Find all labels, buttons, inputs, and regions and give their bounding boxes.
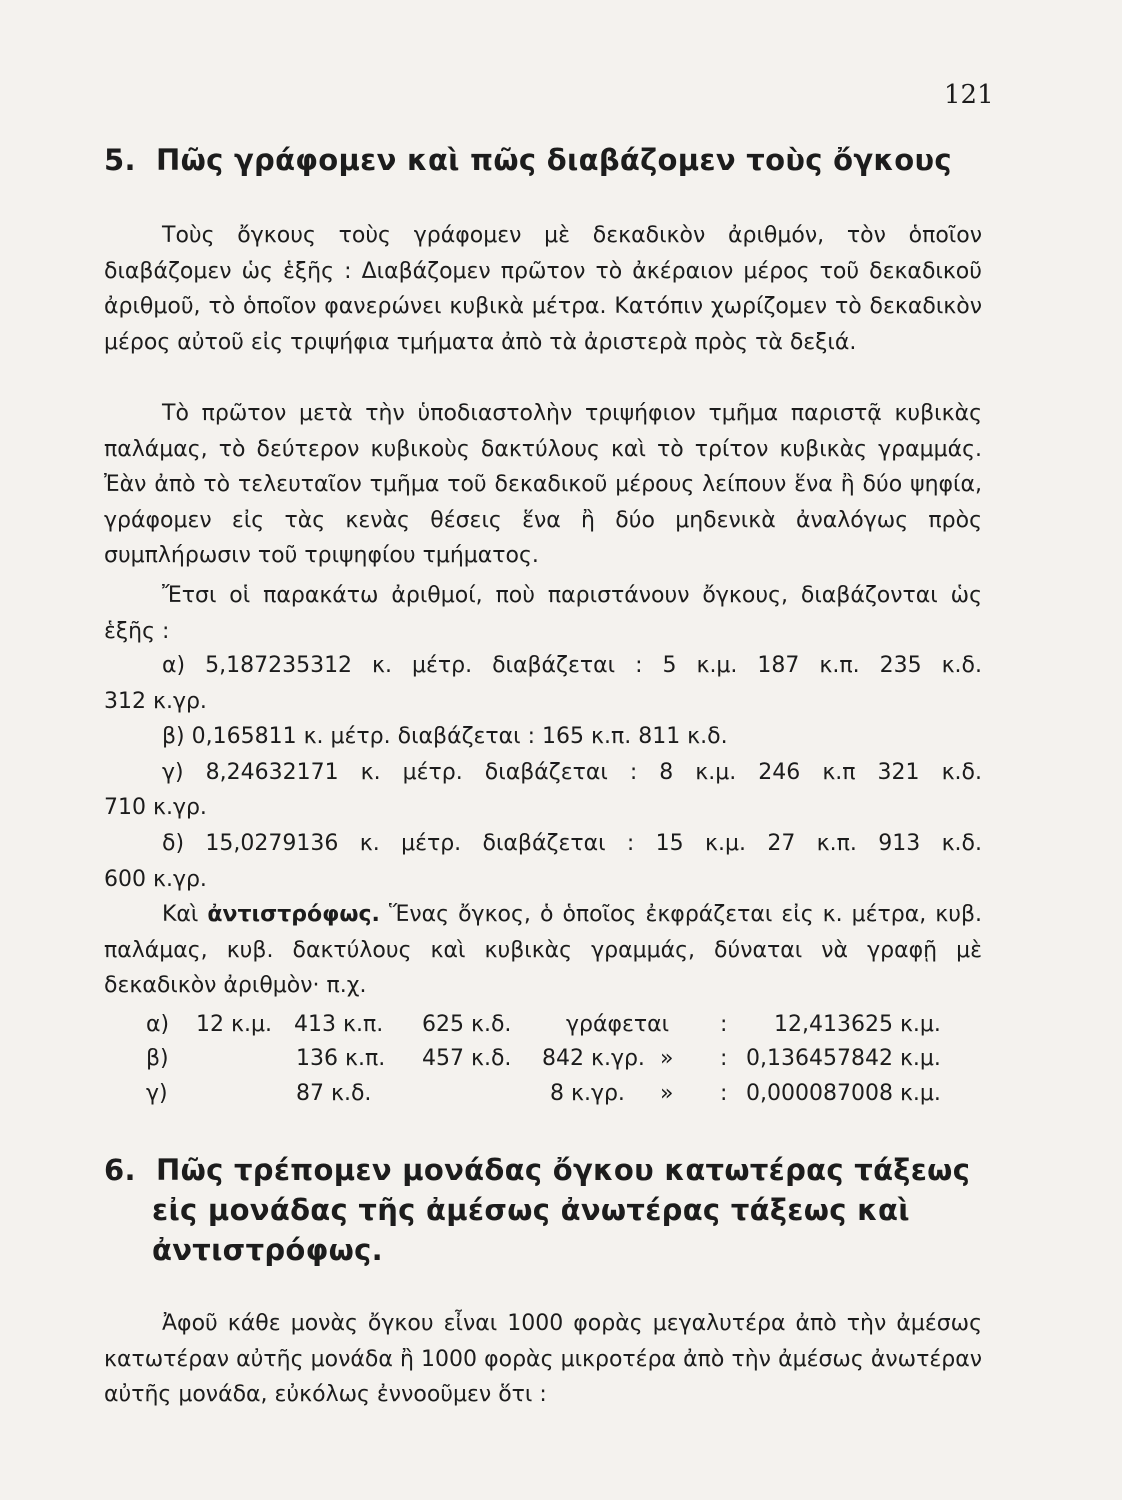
example-text: 0,165811 κ. μέτρ. διαβάζεται : 165 κ.π. 811 κ.δ.	[191, 724, 728, 750]
paragraph: Τὸ πρῶτον μετὰ τὴν ὑποδιαστολὴν τριψήφιον τμῆμα παριστᾷ κυβικὰς παλάμας, τὸ δεύτερον κυβικοὺς δακτύλους καὶ τὸ τρίτον κυβικὰς γραμμάς. Ἐὰν ἀπὸ τὸ τελευταῖον τμῆμα τοῦ δεκαδικοῦ μέρους λείπουν ἕνα ἢ δύο ψηφία, γράφομεν εἰς τὰς κενὰς θέσεις ἕνα ἢ δύο μηδενικὰ ἀναλόγως πρὸς συμπλήρωσιν τοῦ τριψηφίου τμήματος.	[104, 401, 982, 569]
cell-mark: γράφεται	[566, 1012, 670, 1037]
section-title: Πῶς γράφομεν καὶ πῶς διαβάζομεν τοὺς ὄγκους	[156, 143, 952, 177]
paragraph-lead: Καὶ	[162, 902, 199, 927]
example-text: 5,187235312 κ. μέτρ. διαβάζεται : 5 κ.μ. 187 κ.π. 235 κ.δ.	[205, 653, 982, 678]
cell: 8 κ.γρ.	[550, 1081, 625, 1106]
cell-result: 0,136457842 κ.μ.	[746, 1046, 941, 1071]
example-list	[104, 648, 982, 897]
cell: 136 κ.π.	[296, 1046, 386, 1071]
example-item	[104, 648, 982, 719]
cell: 87 κ.δ.	[296, 1081, 372, 1106]
example-text: 15,0279136 κ. μέτρ. διαβάζεται : 15 κ.μ. 27 κ.π. 913 κ.δ.	[205, 830, 982, 856]
section-number: 5.	[104, 143, 136, 177]
example-label: β)	[162, 724, 185, 750]
section-title-line: ἀντιστρόφως.	[152, 1233, 383, 1267]
cell: 457 κ.δ.	[422, 1046, 512, 1071]
example-continuation: 710 κ.γρ.	[104, 795, 207, 821]
section-5-heading	[104, 140, 984, 180]
section-number: 6.	[104, 1153, 136, 1187]
row-label: α)	[146, 1012, 170, 1037]
paragraph	[104, 897, 982, 1004]
cell-mark: »	[660, 1046, 674, 1071]
cell: 842 κ.γρ.	[542, 1046, 645, 1071]
paragraph-text: Ἕνας ὄγκος, ὁ ὁποῖος ἐκφράζεται εἰς κ. μέτρα, κυβ. παλάμας, κυβ. δακτύλους καὶ κυβικὰς γραμμάς, δύναται νὰ γραφῇ μὲ δεκαδικὸν ἀριθμὸν· π.χ.	[104, 902, 983, 999]
cell-mark: »	[660, 1081, 674, 1106]
emphasis: ἀντιστρόφως.	[207, 902, 380, 927]
cell-result: 0,000087008 κ.μ.	[746, 1081, 941, 1106]
section-6-heading	[104, 1150, 984, 1270]
example-item	[104, 826, 982, 897]
cell: 12 κ.μ.	[196, 1012, 272, 1037]
example-label: α)	[162, 653, 186, 678]
example-label: δ)	[162, 830, 185, 856]
row-label: β)	[146, 1046, 169, 1071]
example-item	[104, 719, 982, 755]
cell-colon: :	[720, 1081, 728, 1106]
row-label: γ)	[146, 1081, 168, 1106]
example-label: γ)	[162, 759, 184, 785]
example-text: 8,24632171 κ. μέτρ. διαβάζεται : 8 κ.μ. 246 κ.π 321 κ.δ.	[205, 759, 983, 785]
example-continuation: 312 κ.γρ.	[104, 688, 207, 714]
section-title-line: Πῶς τρέπομεν μονάδας ὄγκου κατωτέρας τάξεως	[156, 1153, 971, 1187]
cell-colon: :	[720, 1046, 728, 1071]
cell-result: 12,413625 κ.μ.	[774, 1012, 941, 1037]
paragraph: Τοὺς ὄγκους τοὺς γράφομεν μὲ δεκαδικὸν ἀριθμόν, τὸν ὁποῖον διαβάζομεν ὡς ἑξῆς : Διαβάζομεν πρῶτον τὸ ἀκέραιον μέρος τοῦ δεκαδικοῦ ἀριθμοῦ, τὸ ὁποῖον φανερώνει κυβικὰ μέτρα. Κατόπιν χωρίζομεν τὸ δεκαδικὸν μέρος αὐτοῦ εἰς τριψήφια τμήματα ἀπὸ τὰ ἀριστερὰ πρὸς τὰ δεξιά.	[104, 223, 982, 355]
cell-colon: :	[720, 1012, 728, 1037]
example-continuation: 600 κ.γρ.	[104, 866, 207, 892]
section-title-line: εἰς μονάδας τῆς ἀμέσως ἀνωτέρας τάξεως καὶ	[152, 1193, 910, 1227]
page-number: 121	[944, 80, 994, 110]
example-item	[104, 755, 982, 826]
cell: 625 κ.δ.	[422, 1012, 512, 1037]
paragraph: Ἔτσι οἱ παρακάτω ἀριθμοί, ποὺ παριστάνουν ὄγκους, διαβάζονται ὡς ἑξῆς :	[104, 583, 982, 644]
paragraph: Ἀφοῦ κάθε μονὰς ὄγκου εἶναι 1000 φορὰς μεγαλυτέρα ἀπὸ τὴν ἀμέσως κατωτέραν αὐτῆς μονάδα ἢ 1000 φορὰς μικροτέρα ἀπὸ τὴν ἀμέσως ἀνωτέραν αὐτῆς μονάδα, εὐκόλως ἐννοοῦμεν ὅτι :	[104, 1311, 982, 1408]
cell: 413 κ.π.	[294, 1012, 384, 1037]
